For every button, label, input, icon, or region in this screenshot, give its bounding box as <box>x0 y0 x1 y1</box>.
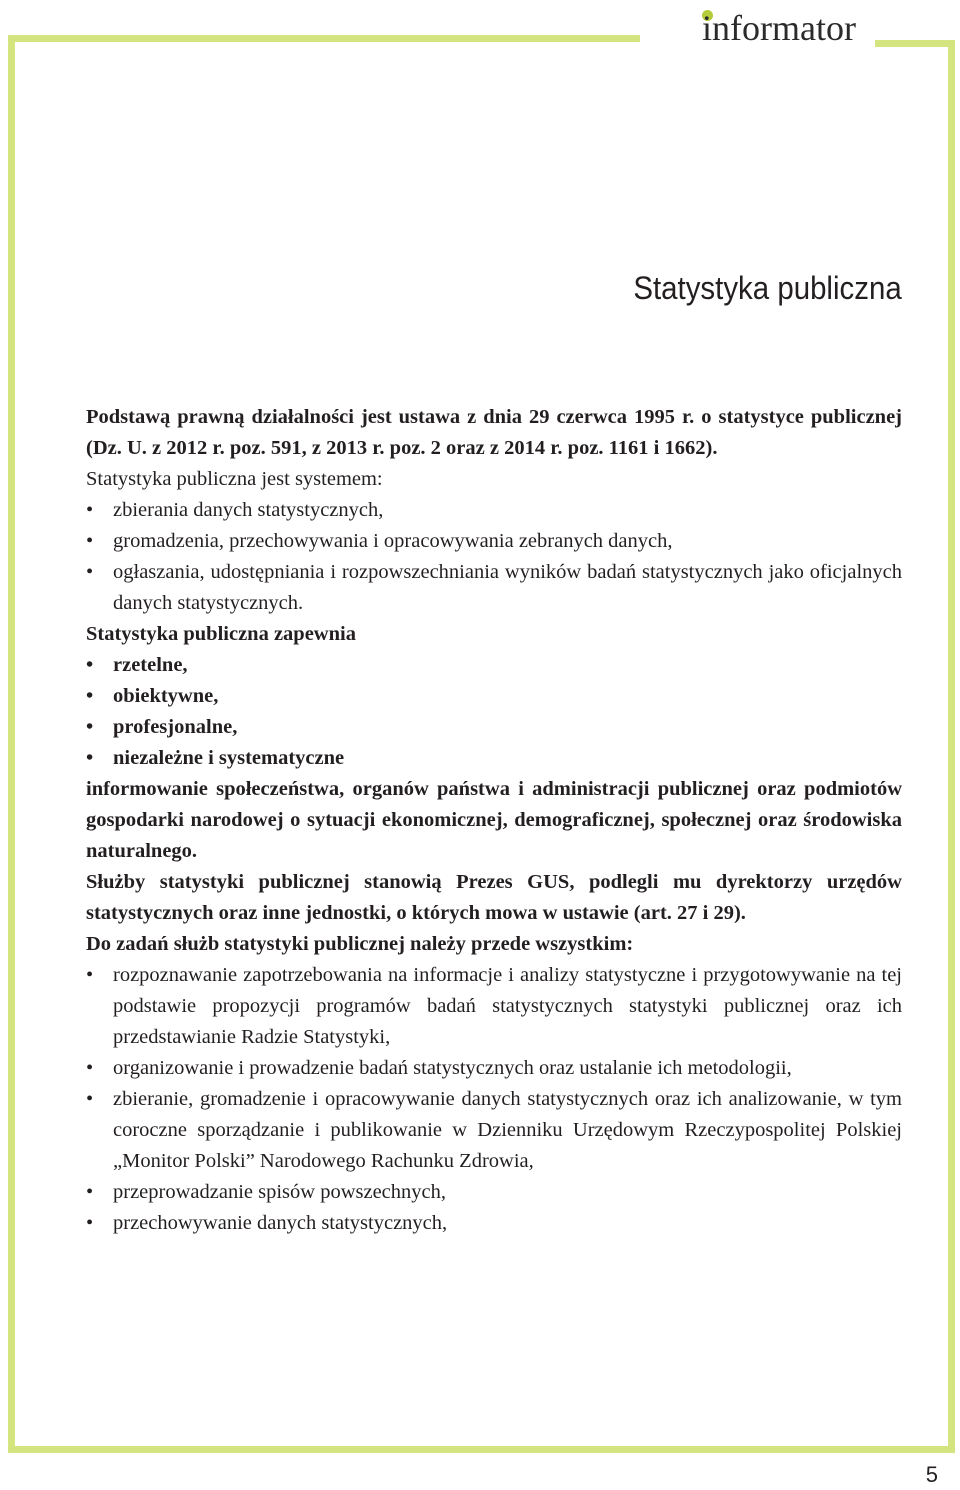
list-item: • niezależne i systematyczne <box>86 743 902 774</box>
tasks-intro: Do zadań służb statystyki publicznej należy przede wszystkim: <box>86 933 634 955</box>
page-title: Statystyka publiczna <box>633 270 902 306</box>
page-number: 5 <box>925 1462 938 1487</box>
services-paragraph: Służby statystyki publicznej stanowią Prezes GUS, podlegli mu dyrektorzy urzędów statystycznych oraz inne jednostki, o których mowa w ustawie (art. 27 i 29). <box>86 871 902 924</box>
list-item: • rzetelne, <box>86 650 902 681</box>
system-list <box>86 495 902 619</box>
list-item: • obiektywne, <box>86 681 902 712</box>
list-item: • rozpoznawanie zapotrzebowania na informacje i analizy statystyczne i przygotowywanie na tej podstawie propozycji programów badań statystycznych statystyki publicznej oraz ich przedstawianie Radzie Statystyki, <box>86 960 902 1053</box>
document-body <box>86 402 902 1239</box>
ensures-tail: informowanie społeczeństwa, organów państwa i administracji publicznej oraz podmiotów gospodarki narodowej o sytuacji ekonomicznej, demograficznej, społecznej oraz środowiska naturalnego. <box>86 778 902 862</box>
frame-border-top <box>8 35 640 42</box>
list-item: • organizowanie i prowadzenie badań statystycznych oraz ustalanie ich metodologii, <box>86 1053 902 1084</box>
list-item: • profesjonalne, <box>86 712 902 743</box>
list-item: • gromadzenia, przechowywania i opracowywania zebranych danych, <box>86 526 902 557</box>
list-item: • przeprowadzanie spisów powszechnych, <box>86 1177 902 1208</box>
list-item: • zbierania danych statystycznych, <box>86 495 902 526</box>
tasks-list <box>86 960 902 1239</box>
legal-basis-paragraph: Podstawą prawną działalności jest ustawa z dnia 29 czerwca 1995 r. o statystyce publicznej (Dz. U. z 2012 r. poz. 591, z 2013 r. poz. 2 oraz z 2014 r. poz. 1161 i 1662). <box>86 406 902 459</box>
frame-border-bottom <box>8 1446 955 1453</box>
ensures-list <box>86 650 902 774</box>
frame-border-right <box>948 40 955 1453</box>
brand-logo: informator <box>702 8 856 48</box>
system-intro: Statystyka publiczna jest systemem: <box>86 468 383 490</box>
ensures-intro: Statystyka publiczna zapewnia <box>86 623 356 645</box>
frame-border-top-right <box>875 40 955 47</box>
list-item: • zbieranie, gromadzenie i opracowywanie danych statystycznych oraz ich analizowanie, w tym coroczne sporządzanie i publikowanie w Dzienniku Urzędowym Rzeczypospolitej Polskiej „Monitor Polski” Narodowego Rachunku Zdrowia, <box>86 1084 902 1177</box>
list-item: • ogłaszania, udostępniania i rozpowszechniania wyników badań statystycznych jako oficjalnych danych statystycznych. <box>86 557 902 619</box>
frame-border-left <box>8 35 15 1453</box>
list-item: • przechowywanie danych statystycznych, <box>86 1208 902 1239</box>
